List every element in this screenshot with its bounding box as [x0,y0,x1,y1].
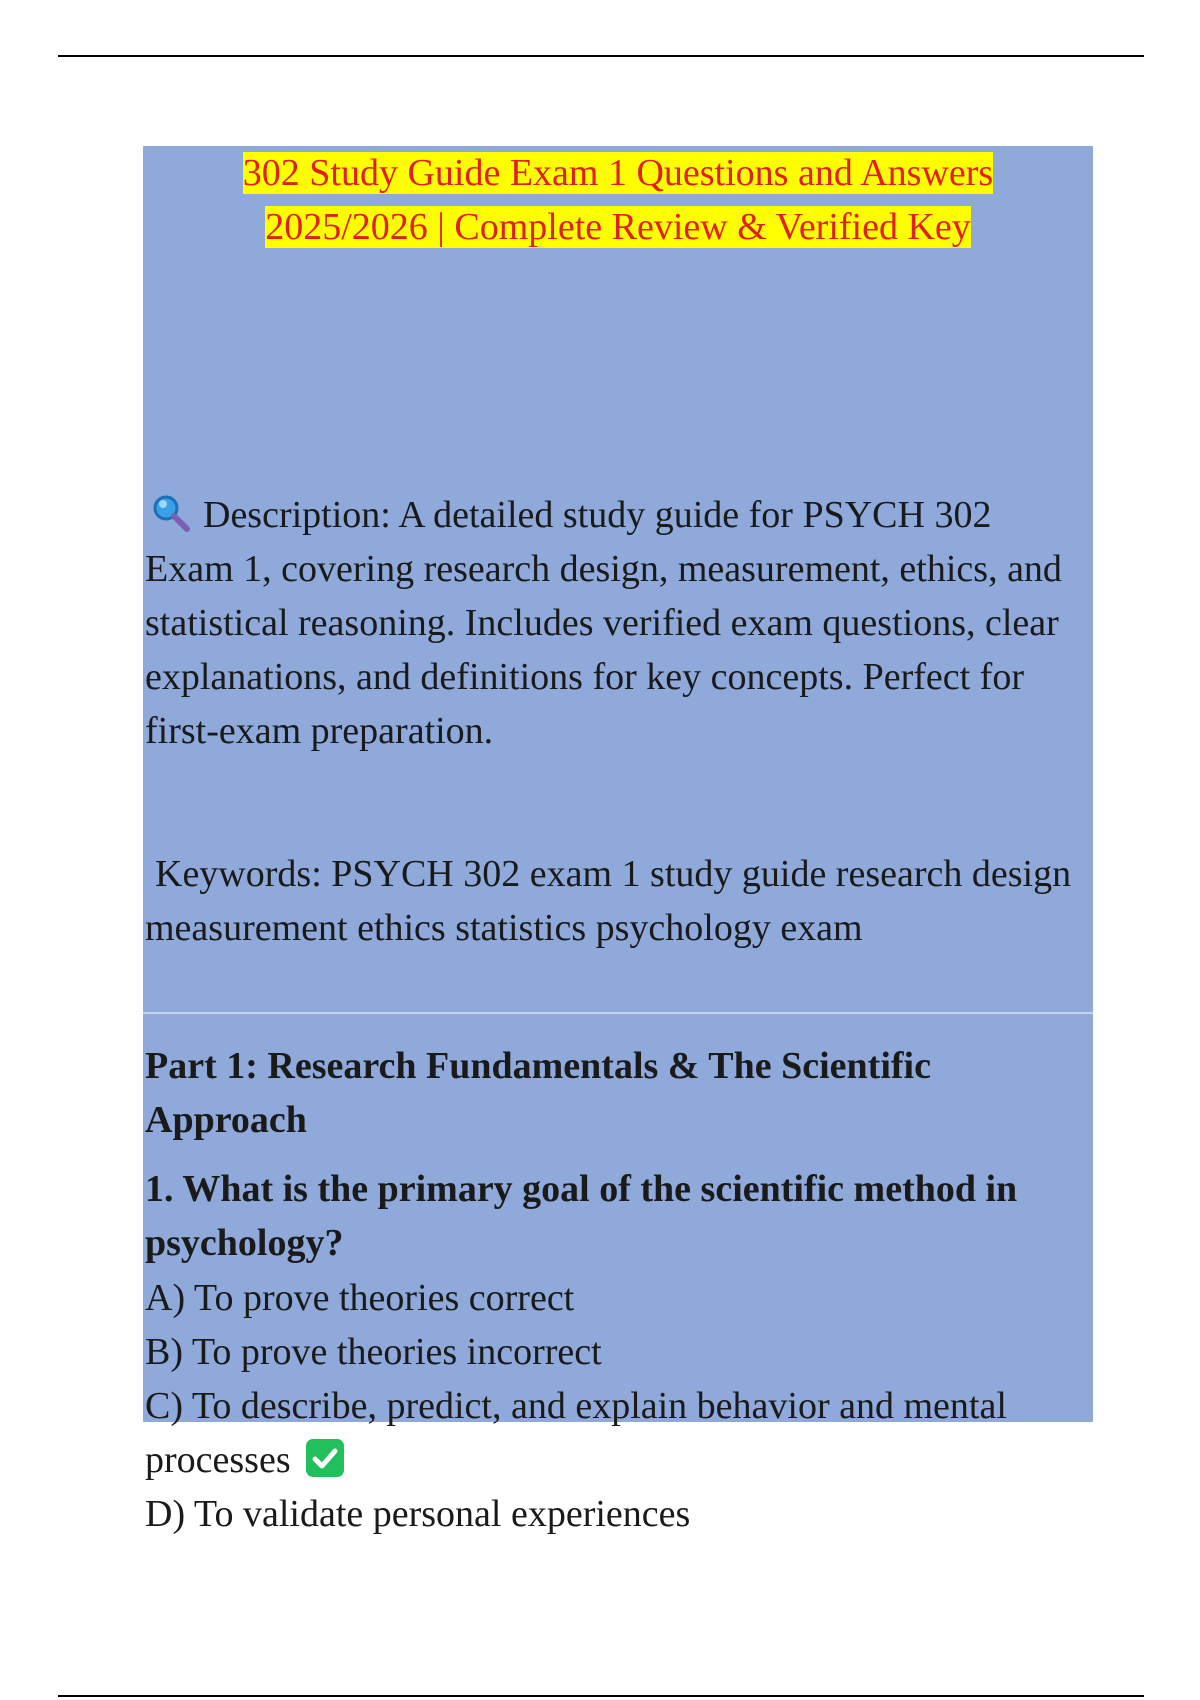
title-line-1: 302 Study Guide Exam 1 Questions and Answers [242,152,994,194]
description-paragraph [145,488,1085,758]
keywords-paragraph [145,847,1085,955]
check-mark-icon [305,1438,345,1478]
question-1-options [145,1271,1085,1541]
document-title [143,146,1093,254]
keywords-text: Keywords: PSYCH 302 exam 1 study guide research design measurement ethics statistics psychology exam [145,853,1072,949]
question-1-text: 1. What is the primary goal of the scientific method in psychology? [145,1168,1018,1264]
part-1-heading: Part 1: Research Fundamentals & The Scientific Approach [145,1045,931,1141]
section-divider [143,1012,1093,1014]
option-a: A) To prove theories correct [145,1277,575,1319]
title-line-2: 2025/2026 | Complete Review & Verified Key [265,206,971,248]
option-c-label: C) To describe, predict, and explain behavior and mental processes [145,1385,1007,1481]
footer-rule [58,1695,1144,1697]
option-c [145,1379,1085,1487]
header-rule [58,55,1144,57]
option-d: D) To validate personal experiences [145,1493,691,1535]
description-text: Description: A detailed study guide for PSYCH 302 Exam 1, covering research design, measurement, ethics, and statistical reasoning. Includes verified exam questions, clear explanations, and definitions for key concepts. Perfect for first-exam preparation. [145,494,1062,752]
content-panel [143,146,1093,1535]
magnifying-glass-icon [151,493,191,533]
option-b: B) To prove theories incorrect [145,1331,602,1373]
